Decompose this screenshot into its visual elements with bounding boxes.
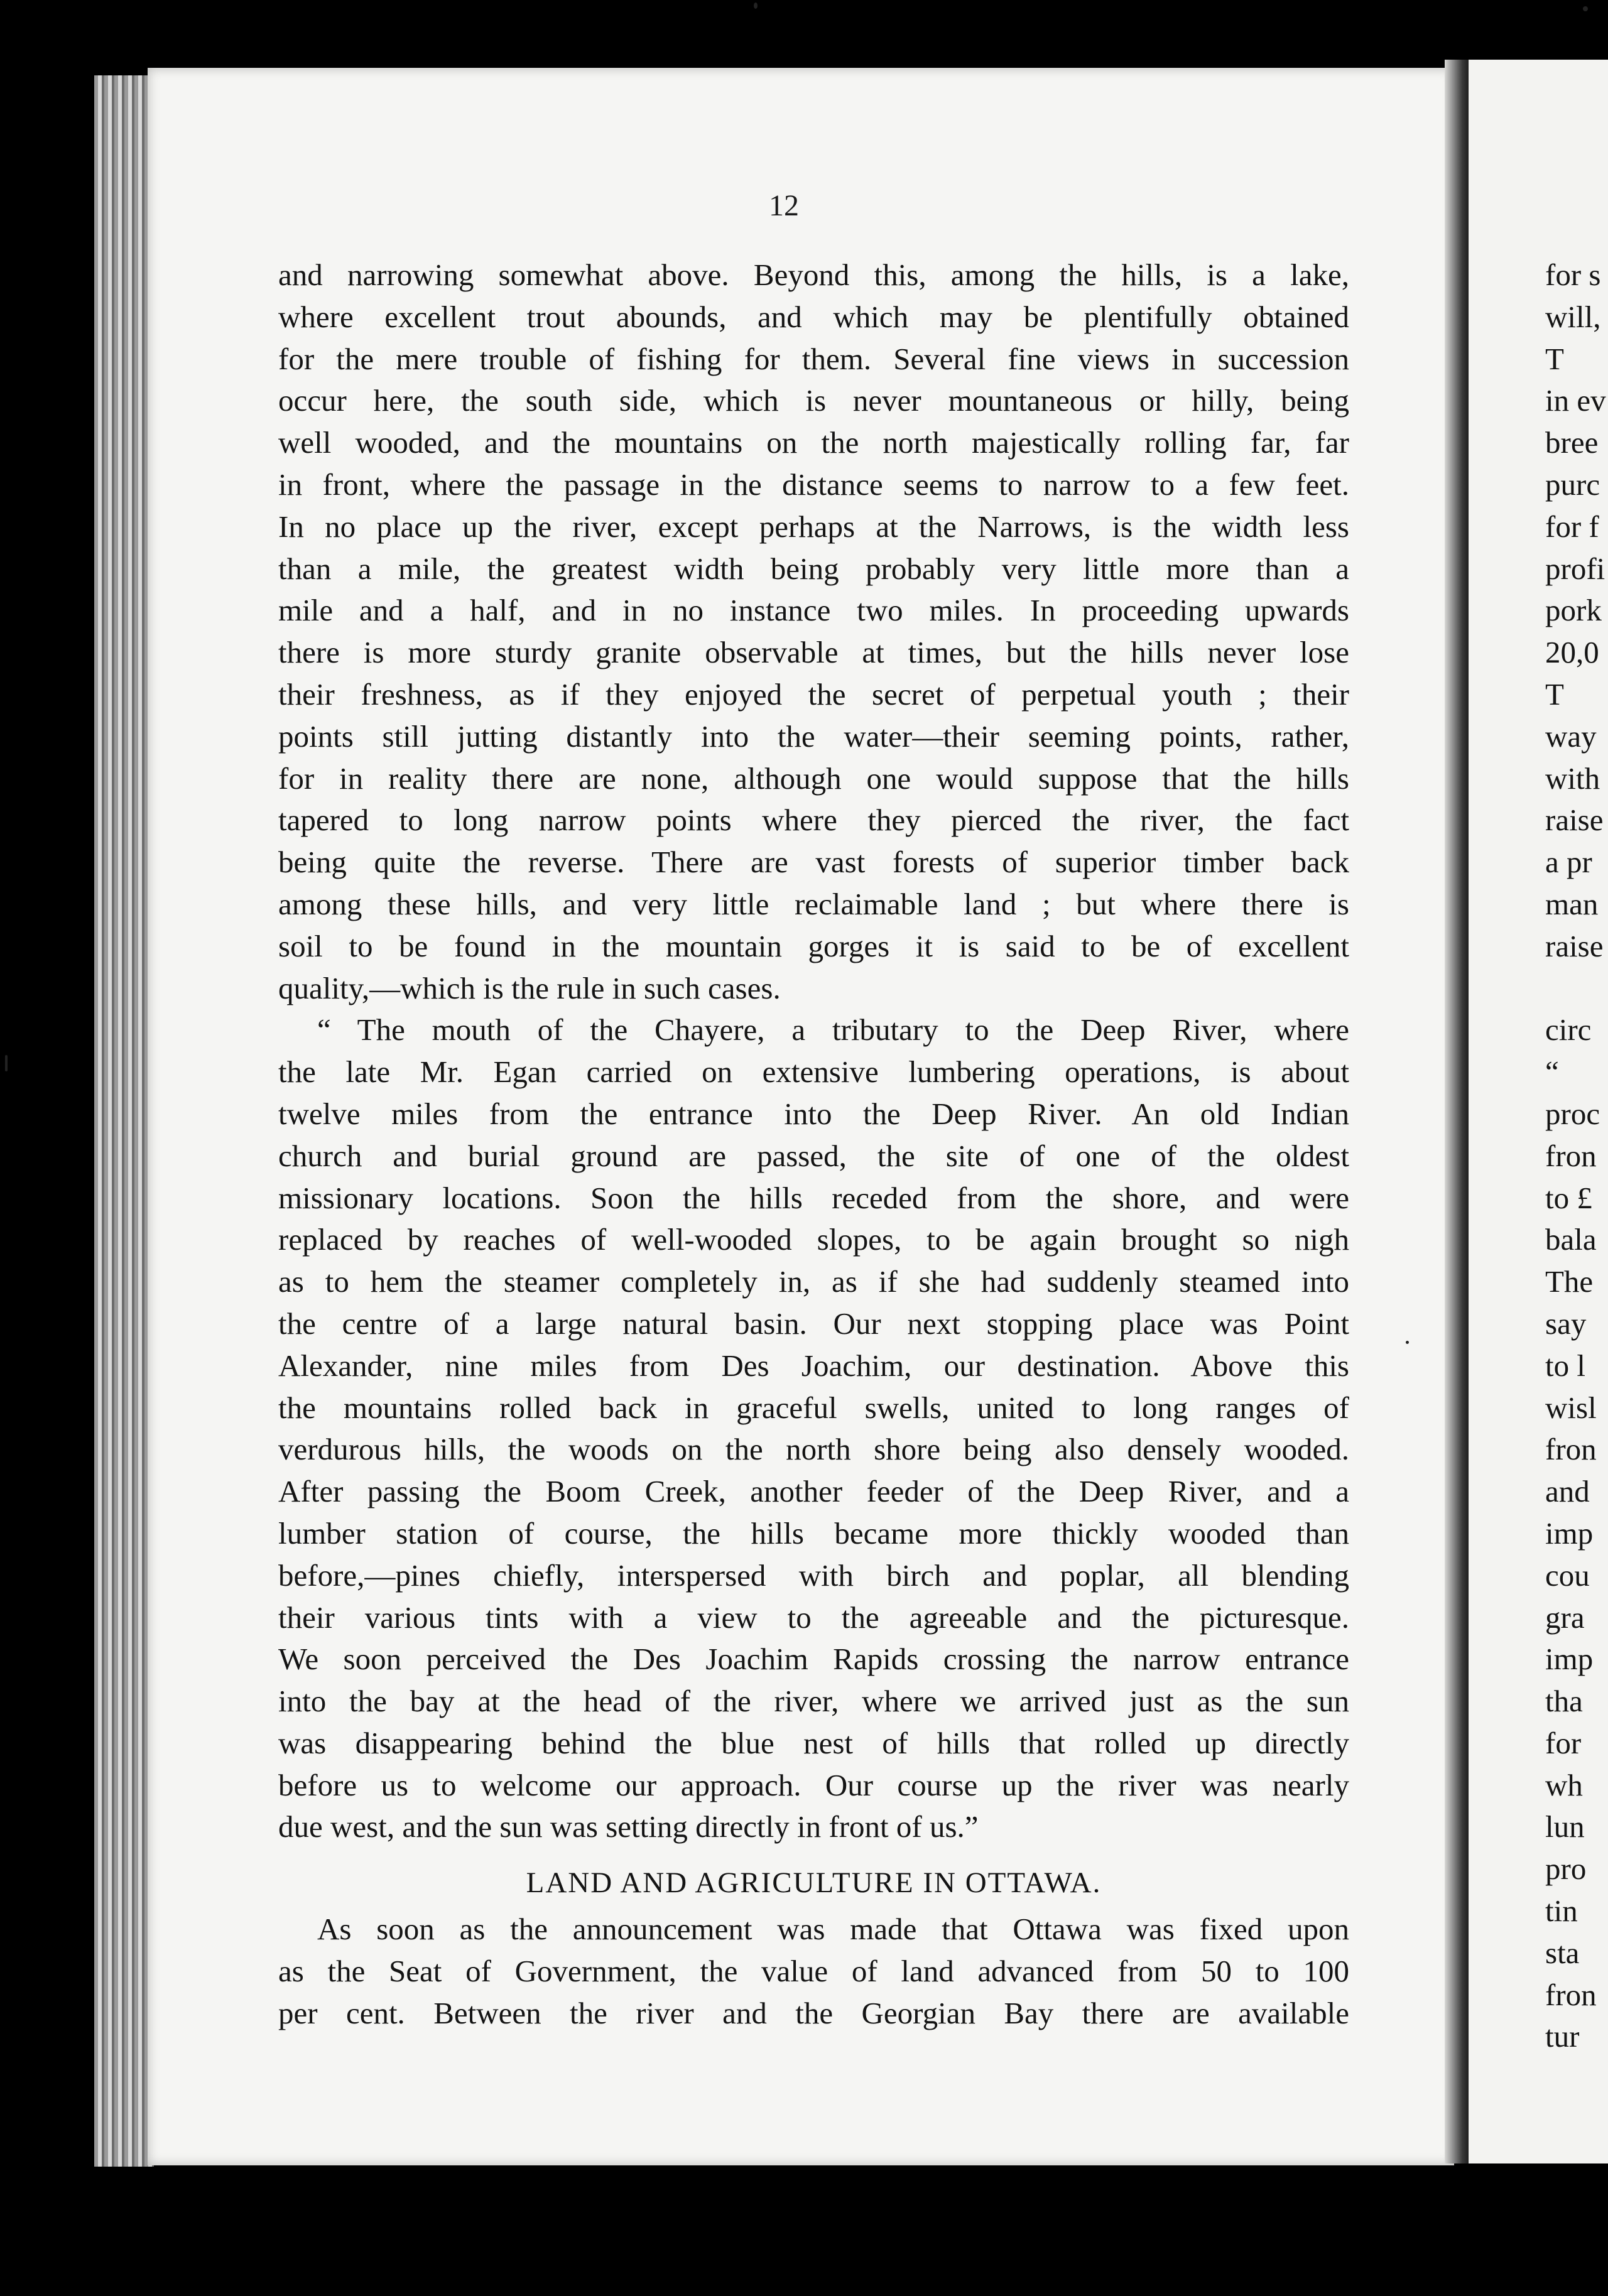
text-line: missionary locations. Soon the hills receded from the shore, and were <box>278 1180 1349 1215</box>
facing-text-fragment: fron <box>1545 1432 1597 1467</box>
text-line: due west, and the sun was setting directly in front of us.” <box>278 1809 979 1844</box>
facing-text-fragment: raise <box>1545 803 1604 838</box>
facing-text-fragment: bree <box>1545 425 1599 460</box>
facing-text-fragment: The <box>1545 1264 1594 1299</box>
text-line: their freshness, as if they enjoyed the secret of perpetual youth ; their <box>278 676 1349 712</box>
text-line: verdurous hills, the woods on the north shore being also densely wooded. <box>278 1432 1349 1467</box>
text-line: as to hem the steamer completely in, as if she had suddenly steamed into <box>278 1264 1349 1299</box>
text-line: “ The mouth of the Chayere, a tributary to the Deep River, where <box>317 1012 1349 1048</box>
text-line: the late Mr. Egan carried on extensive lumbering operations, is about <box>278 1054 1349 1090</box>
facing-text-fragment: way <box>1545 718 1597 754</box>
text-line: soil to be found in the mountain gorges it is said to be of excellent <box>278 928 1349 963</box>
text-line: In no place up the river, except perhaps at the Narrows, is the width less <box>278 509 1349 544</box>
text-line: being quite the reverse. There are vast forests of superior timber back <box>278 845 1349 880</box>
text-line: quality,—which is the rule in such cases. <box>278 970 781 1005</box>
facing-text-fragment: raise <box>1545 928 1604 963</box>
text-line: into the bay at the head of the river, where we arrived just as the sun <box>278 1684 1349 1719</box>
text-line: mile and a half, and in no instance two miles. In proceeding upwards <box>278 593 1349 628</box>
text-line: than a mile, the greatest width being probably very little more than a <box>278 551 1349 586</box>
text-line: in front, where the passage in the distance seems to narrow to a few feet. <box>278 467 1349 502</box>
text-line: Alexander, nine miles from Des Joachim, our destination. Above this <box>278 1348 1349 1383</box>
text-line: points still jutting distantly into the water—their seeming points, rather, <box>278 718 1349 754</box>
main-text-block <box>278 254 1349 2035</box>
facing-text-fragment: to £ <box>1545 1180 1592 1215</box>
text-line: well wooded, and the mountains on the north majestically rolling far, far <box>278 425 1349 460</box>
facing-text-fragment: for f <box>1545 509 1599 544</box>
text-line: After passing the Boom Creek, another feeder of the Deep River, and a <box>278 1474 1349 1509</box>
text-line: the centre of a large natural basin. Our next stopping place was Point <box>278 1306 1349 1341</box>
facing-text-fragment: imp <box>1545 1515 1594 1551</box>
facing-text-fragment: wisl <box>1545 1390 1597 1425</box>
page-stack-edge <box>94 75 154 2167</box>
facing-text-fragment: and <box>1545 1474 1590 1509</box>
facing-text-fragment: for <box>1545 1725 1582 1760</box>
text-line: as the Seat of Government, the value of land advanced from 50 to 100 <box>278 1954 1349 1989</box>
facing-text-fragment: for s <box>1545 257 1601 292</box>
facing-text-fragment: fron <box>1545 1977 1597 2012</box>
facing-text-fragment: pork <box>1545 593 1602 628</box>
text-line: for the mere trouble of fishing for them. Several fine views in succession <box>278 341 1349 376</box>
page-number: 12 <box>769 189 799 222</box>
text-line: We soon perceived the Des Joachim Rapids crossing the narrow entrance <box>278 1642 1349 1677</box>
facing-text-fragment: tin <box>1545 1893 1578 1929</box>
facing-text-fragment: sta <box>1545 1935 1580 1970</box>
facing-text-fragment: in ev <box>1545 383 1606 418</box>
scan-speck <box>1406 1341 1409 1344</box>
text-line: As soon as the announcement was made that Ottawa was fixed upon <box>317 1912 1349 1947</box>
facing-text-fragment: tha <box>1545 1684 1583 1719</box>
facing-text-fragment: fron <box>1545 1138 1597 1173</box>
text-line: where excellent trout abounds, and which may be plentifully obtained <box>278 299 1349 334</box>
facing-text-fragment <box>1545 968 1608 1010</box>
text-line: per cent. Between the river and the Georgian Bay there are available <box>278 1995 1349 2030</box>
facing-text-fragment: proc <box>1545 1096 1600 1131</box>
facing-text-fragment: T <box>1545 341 1564 376</box>
text-line: twelve miles from the entrance into the Deep River. An old Indian <box>278 1096 1349 1131</box>
facing-text-fragment: T <box>1545 676 1564 712</box>
text-line: tapered to long narrow points where they pierced the river, the fact <box>278 803 1349 838</box>
section-heading: LAND AND AGRICULTURE IN OTTAWA. <box>526 1866 1102 1900</box>
facing-page-text <box>1545 254 1608 2058</box>
book-gutter <box>1445 60 1470 2163</box>
text-line: before,—pines chiefly, interspersed with birch and poplar, all blending <box>278 1557 1349 1593</box>
text-line: among these hills, and very little reclaimable land ; but where there is <box>278 886 1349 921</box>
facing-text-fragment: man <box>1545 886 1599 921</box>
scan-speck <box>5 1055 8 1071</box>
facing-text-fragment: a pr <box>1545 845 1592 880</box>
scan-speck <box>754 3 758 9</box>
facing-text-fragment: wh <box>1545 1767 1583 1802</box>
facing-text-fragment: to l <box>1545 1348 1585 1383</box>
text-line: replaced by reaches of well-wooded slopes, to be again brought so nigh <box>278 1222 1349 1257</box>
facing-text-fragment: “ <box>1545 1054 1559 1090</box>
facing-text-fragment: profi <box>1545 551 1605 586</box>
text-line: their various tints with a view to the agreeable and the picturesque. <box>278 1600 1349 1635</box>
facing-text-fragment: circ <box>1545 1012 1592 1048</box>
text-line: for in reality there are none, although one would suppose that the hills <box>278 761 1349 796</box>
facing-text-fragment: bala <box>1545 1222 1597 1257</box>
text-line: was disappearing behind the blue nest of hills that rolled up directly <box>278 1725 1349 1760</box>
scan-speck <box>1583 6 1588 11</box>
facing-text-fragment: imp <box>1545 1642 1594 1677</box>
facing-text-fragment: lun <box>1545 1809 1585 1844</box>
text-line: the mountains rolled back in graceful swells, united to long ranges of <box>278 1390 1349 1425</box>
text-line: there is more sturdy granite observable at times, but the hills never lose <box>278 635 1349 670</box>
facing-text-fragment: with <box>1545 761 1600 796</box>
facing-text-fragment: purc <box>1545 467 1600 502</box>
text-line: church and burial ground are passed, the site of one of the oldest <box>278 1138 1349 1173</box>
text-line: before us to welcome our approach. Our course up the river was nearly <box>278 1767 1349 1802</box>
facing-text-fragment: will, <box>1545 299 1601 334</box>
facing-text-fragment: tur <box>1545 2019 1580 2054</box>
facing-text-fragment: 20,0 <box>1545 635 1599 670</box>
facing-text-fragment: pro <box>1545 1851 1587 1887</box>
text-line: occur here, the south side, which is never mountaneous or hilly, being <box>278 383 1349 418</box>
text-line: and narrowing somewhat above. Beyond this, among the hills, is a lake, <box>278 257 1349 292</box>
facing-text-fragment: gra <box>1545 1600 1585 1635</box>
facing-text-fragment: say <box>1545 1306 1587 1341</box>
facing-text-fragment: cou <box>1545 1557 1590 1593</box>
text-line: lumber station of course, the hills became more thickly wooded than <box>278 1515 1349 1551</box>
